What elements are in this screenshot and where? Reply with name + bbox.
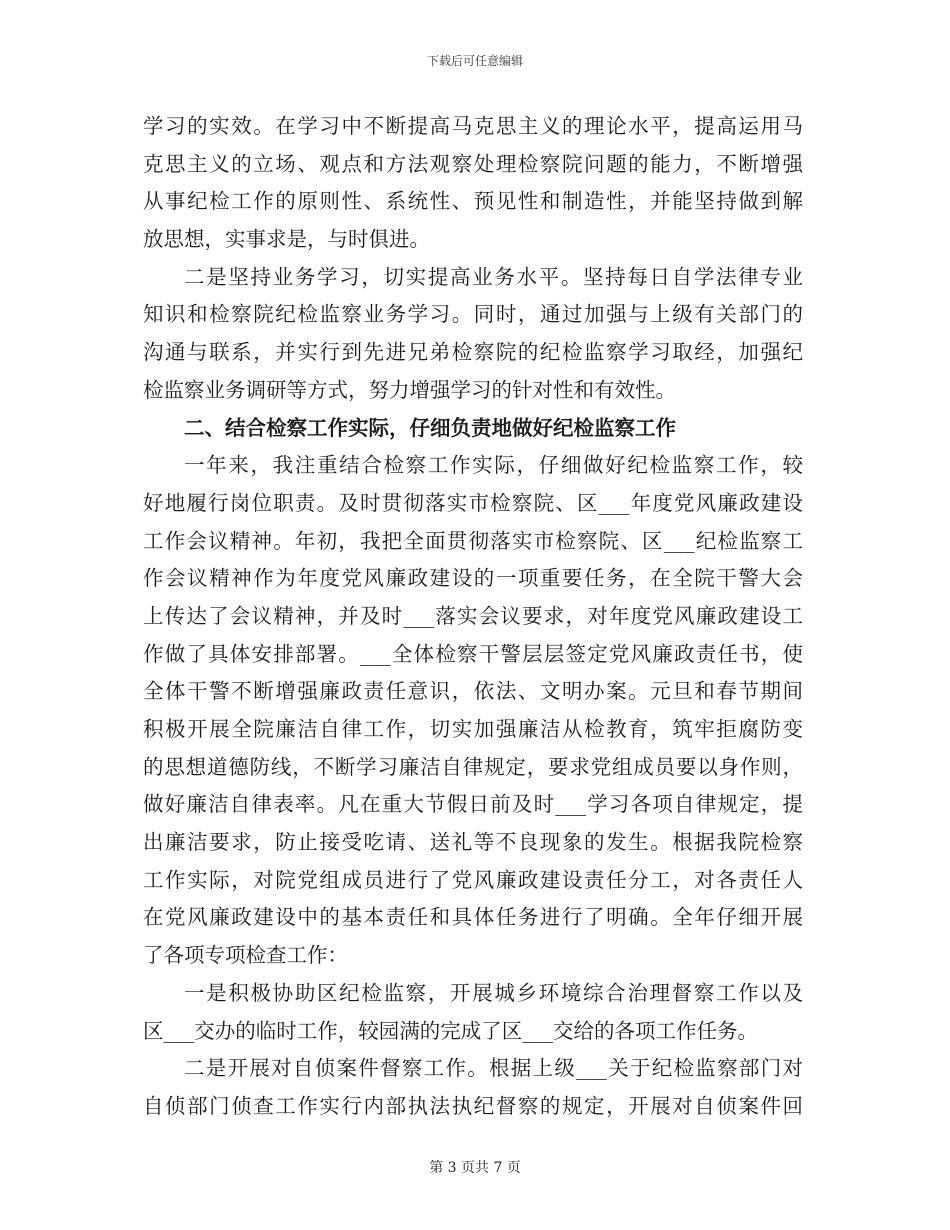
page-header-note: 下载后可任意编辑	[426, 54, 523, 68]
text-line: 一是积极协助区纪检监察，开展城乡环境综合治理督察工作以及	[184, 980, 803, 1005]
text-line: 沟通与联系，并实行到先进兄弟检察院的纪检监察学习取经，加强纪	[143, 340, 803, 365]
section-heading: 二、结合检察工作实际，仔细负责地做好纪检监察工作	[184, 415, 676, 440]
page-number: 第 3 页共 7 页	[429, 1160, 521, 1176]
text-line: 放思想，实事求是，与时俱进。	[143, 227, 430, 252]
document-body	[143, 108, 803, 1126]
text-line: 作会议精神作为年度党风廉政建设的一项重要任务，在全院干警大会	[143, 566, 803, 591]
text-line: 做好廉洁自律表率。凡在重大节假日前及时___学习各项自律规定，提	[143, 792, 803, 817]
text-line: 二是坚持业务学习，切实提高业务水平。坚持每日自学法律专业	[184, 264, 803, 289]
text-line: 区___交办的临时工作，较园满的完成了区___交给的各项工作任务。	[143, 1018, 758, 1043]
text-line: 在党风廉政建设中的基本责任和具体任务进行了明确。全年仔细开展	[143, 905, 803, 930]
text-line: 检监察业务调研等方式，努力增强学习的针对性和有效性。	[143, 377, 676, 402]
text-line: 上传达了会议精神，并及时___落实会议要求，对年度党风廉政建设工	[143, 603, 803, 628]
text-line: 了各项专项检查工作：	[143, 943, 348, 968]
paragraph	[143, 108, 803, 259]
paragraph	[143, 975, 803, 1050]
text-line: 作做了具体安排部署。___全体检察干警层层签定党风廉政责任书，使	[143, 641, 803, 666]
text-line: 自侦部门侦查工作实行内部执法执纪督察的规定，开展对自侦案件回	[143, 1093, 803, 1118]
text-line: 克思主义的立场、观点和方法观察处理检察院问题的能力，不断增强	[143, 151, 803, 176]
text-line: 工作会议精神。年初，我把全面贯彻落实市检察院、区___纪检监察工	[143, 528, 803, 553]
paragraph	[143, 259, 803, 410]
text-line: 积极开展全院廉洁自律工作，切实加强廉洁从检教育，筑牢拒腐防变	[143, 717, 803, 741]
text-line: 一年来，我注重结合检察工作实际，仔细做好纪检监察工作，较	[184, 453, 803, 478]
paragraph	[143, 1050, 803, 1125]
text-line: 好地履行岗位职责。及时贯彻落实市检察院、区___年度党风廉政建设	[143, 490, 803, 515]
text-line: 出廉洁要求，防止接受吃请、送礼等不良现象的发生。根据我院检察	[143, 830, 803, 855]
text-line: 学习的实效。在学习中不断提高马克思主义的理论水平，提高运用马	[143, 114, 803, 138]
paragraph	[143, 447, 803, 975]
text-line: 工作实际，对院党组成员进行了党风廉政建设责任分工，对各责任人	[143, 867, 803, 892]
text-line: 知识和检察院纪检监察业务学习。同时，通过加强与上级有关部门的	[143, 302, 803, 327]
text-line: 从事纪检工作的原则性、系统性、预见性和制造性，并能坚持做到解	[143, 189, 803, 214]
text-line: 的思想道德防线，不断学习廉洁自律规定，要求党组成员要以身作则，	[143, 754, 803, 779]
text-line: 全体干警不断增强廉政责任意识，依法、文明办案。元旦和春节期间	[143, 679, 803, 704]
text-line: 二是开展对自侦案件督察工作。根据上级___关于纪检监察部门对	[184, 1056, 803, 1081]
